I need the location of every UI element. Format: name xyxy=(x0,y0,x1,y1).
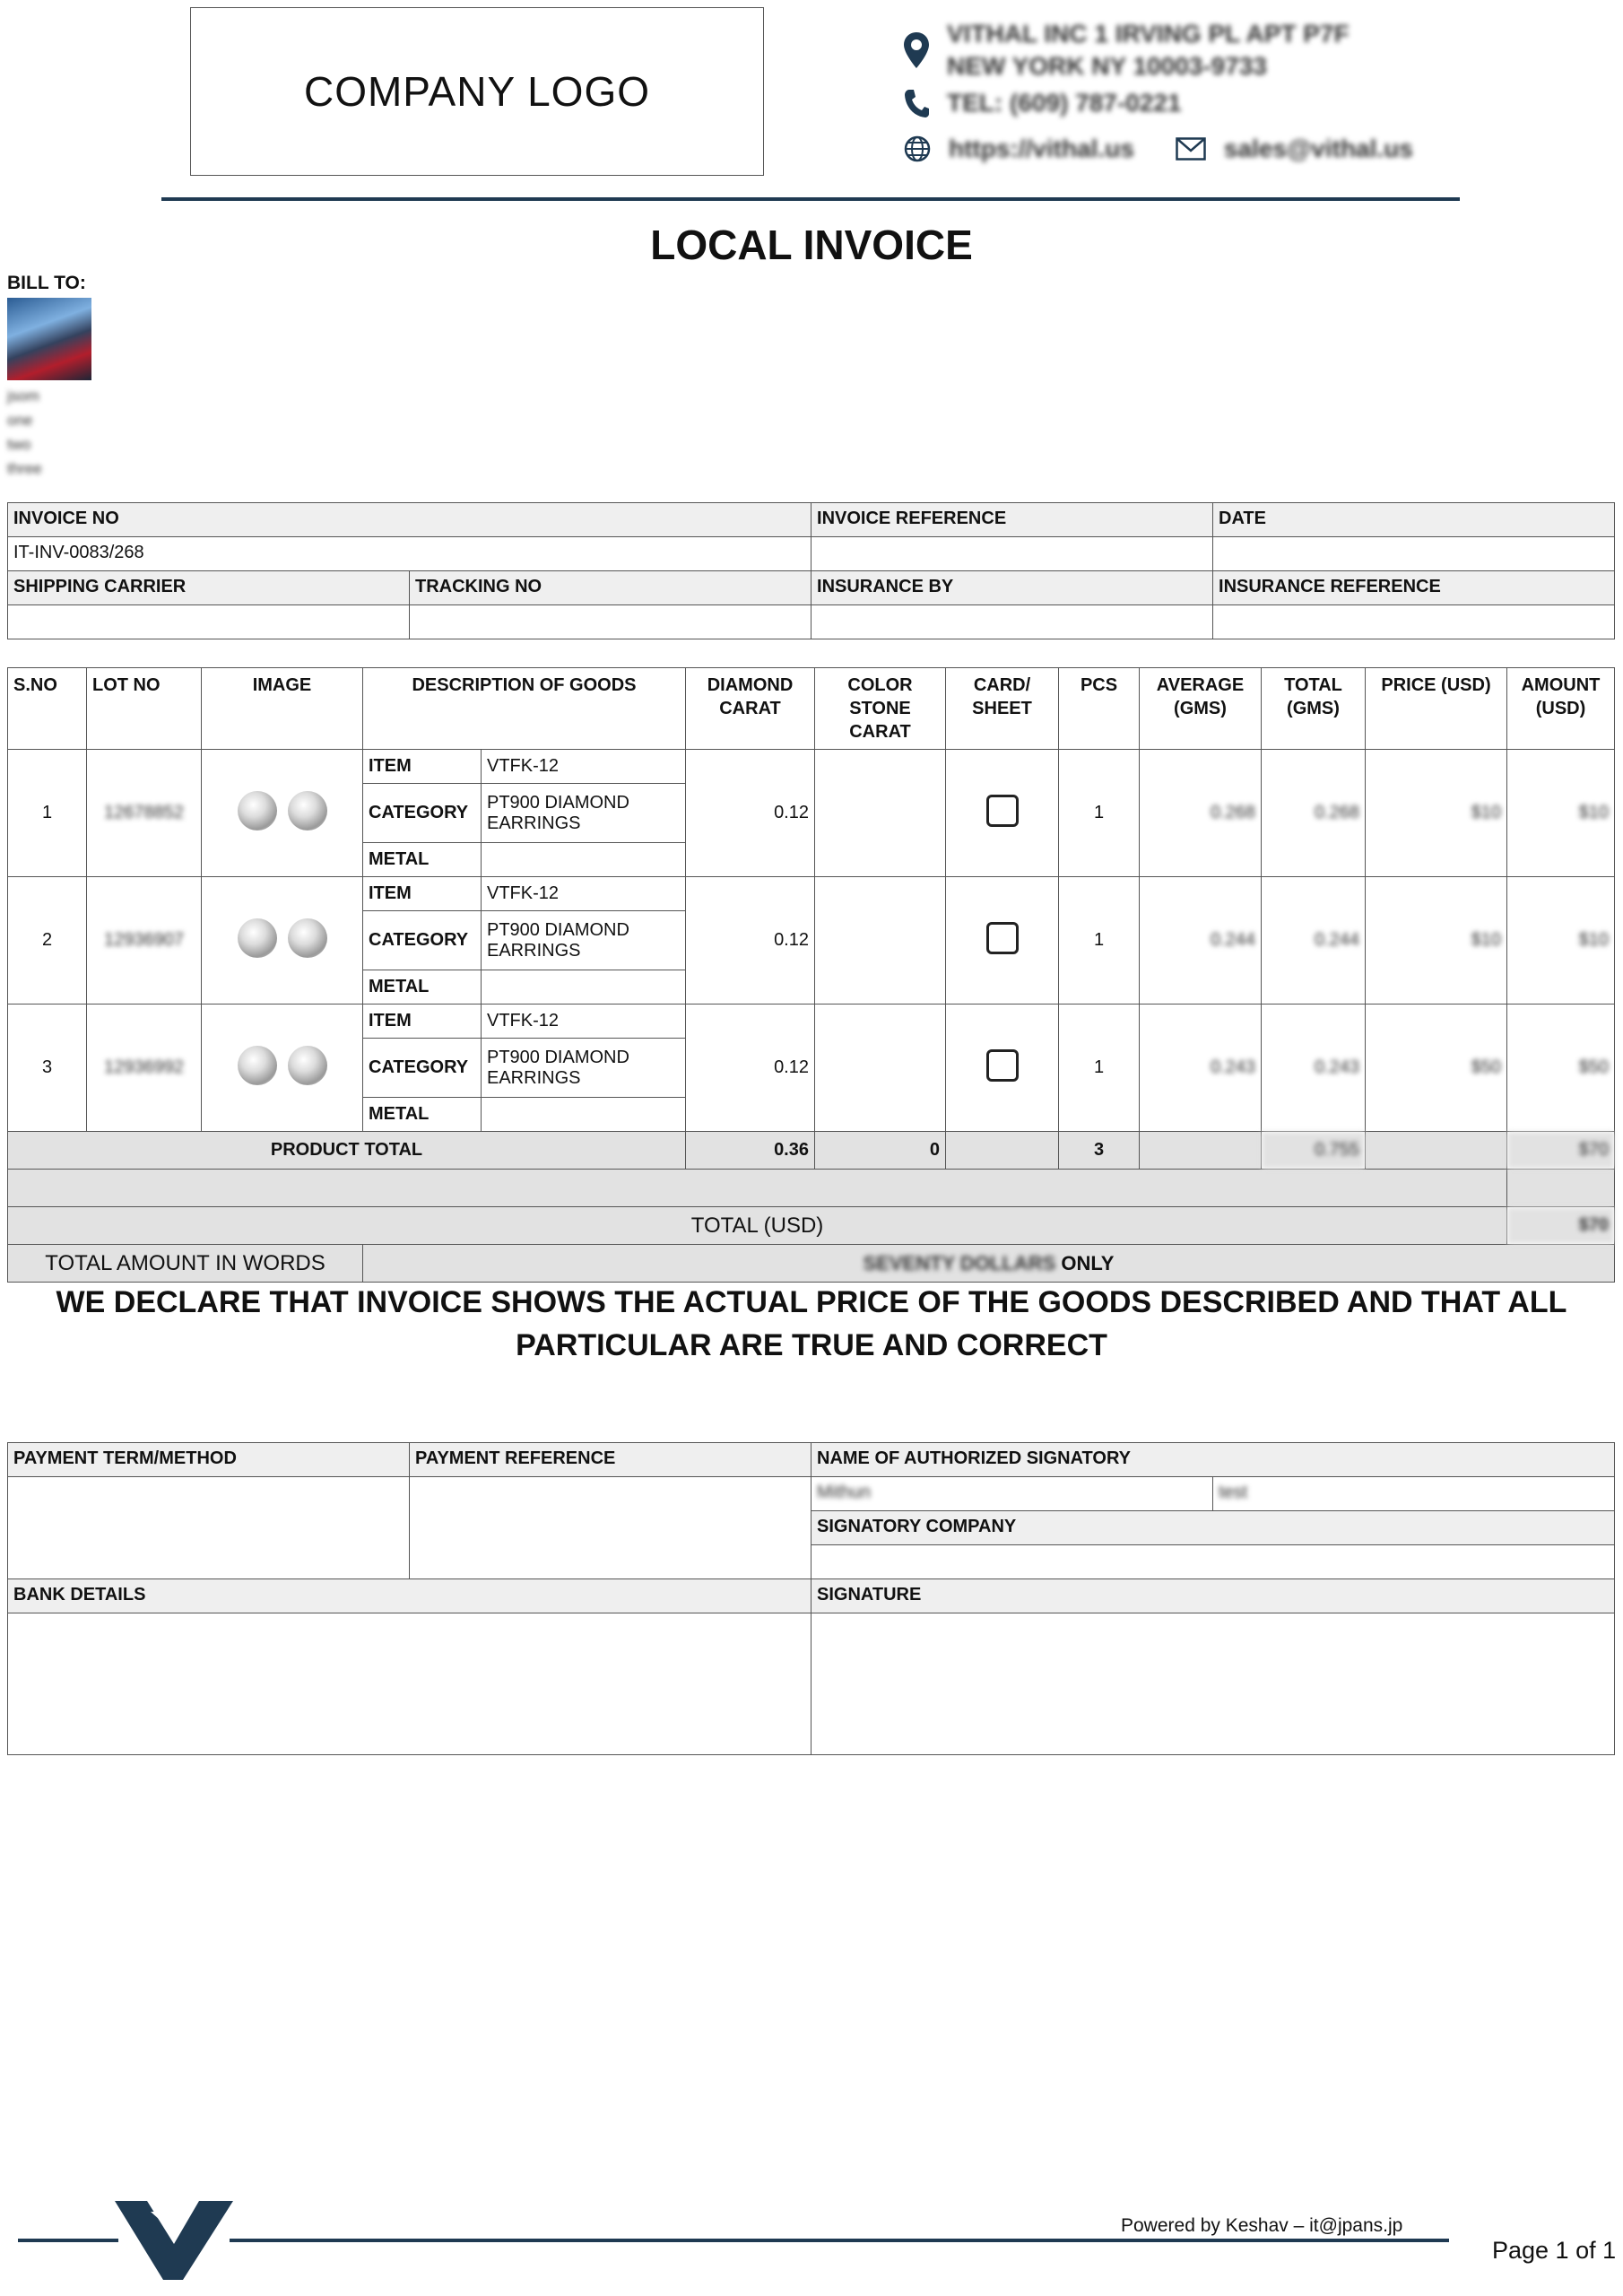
row-total-gms: 0.244 xyxy=(1262,877,1366,1004)
website-link[interactable]: https://vithal.us xyxy=(949,135,1134,162)
col-pcs: PCS xyxy=(1059,668,1140,750)
row-average-gms: 0.244 xyxy=(1140,877,1262,1004)
row-sno: 2 xyxy=(8,877,87,1004)
header-divider xyxy=(161,197,1460,201)
row-amount: $10 xyxy=(1507,877,1615,1004)
col-average-gms: AVERAGE (GMS) xyxy=(1140,668,1262,750)
amount-in-words-value xyxy=(363,1245,1615,1283)
email-link[interactable]: sales@vithal.us xyxy=(1223,135,1413,162)
row-pcs: 1 xyxy=(1059,750,1140,877)
payment-reference-value xyxy=(410,1477,812,1579)
address-line-1: VITHAL INC 1 IRVING PL APT P7F xyxy=(947,20,1350,48)
location-pin-icon xyxy=(904,32,929,68)
desc-metal-label: METAL xyxy=(363,1098,482,1132)
diamond-earring-icon xyxy=(238,918,277,958)
row-diamond-carat: 0.12 xyxy=(686,750,815,877)
col-price-usd: PRICE (USD) xyxy=(1366,668,1507,750)
invoice-reference-label: INVOICE REFERENCE xyxy=(812,503,1213,537)
product-total-pcs: 3 xyxy=(1059,1132,1140,1170)
mail-icon xyxy=(1176,137,1206,161)
diamond-earring-icon xyxy=(238,1046,277,1085)
row-diamond-carat: 0.12 xyxy=(686,1004,815,1132)
product-total-diamond-carat: 0.36 xyxy=(686,1132,815,1170)
items-table xyxy=(7,667,1615,1283)
signatory-name-label: NAME OF AUTHORIZED SIGNATORY xyxy=(812,1443,1615,1477)
payment-reference-label: PAYMENT REFERENCE xyxy=(410,1443,812,1477)
col-card-sheet: CARD/ SHEET xyxy=(946,668,1059,750)
row-image xyxy=(202,750,363,877)
row-image xyxy=(202,1004,363,1132)
address-line-2: NEW YORK NY 10003-9733 xyxy=(947,52,1267,80)
amount-in-words-row xyxy=(8,1245,1615,1283)
date-value xyxy=(1213,537,1615,571)
date-label: DATE xyxy=(1213,503,1615,537)
row-average-gms: 0.268 xyxy=(1140,750,1262,877)
spacer-cell-amount xyxy=(1507,1170,1615,1207)
row-card-sheet[interactable] xyxy=(946,1004,1059,1132)
items-header-row xyxy=(8,668,1615,750)
invoice-title: LOCAL INVOICE xyxy=(650,222,973,268)
bill-to-image xyxy=(7,298,91,380)
desc-item-value: VTFK-12 xyxy=(482,1004,686,1039)
desc-category-label: CATEGORY xyxy=(363,1039,482,1098)
desc-category-value: PT900 DIAMOND EARRINGS xyxy=(482,1039,686,1098)
product-total-price xyxy=(1366,1132,1507,1170)
tracking-no-value xyxy=(410,605,812,639)
row-price: $50 xyxy=(1366,1004,1507,1132)
row-pcs: 1 xyxy=(1059,877,1140,1004)
invoice-info-table xyxy=(7,502,1615,639)
declaration-text: WE DECLARE THAT INVOICE SHOWS THE ACTUAL PRICE OF THE GOODS DESCRIBED AND THAT ALL PARTICULAR ARE TRUE AND CORRECT xyxy=(56,1285,1567,1362)
desc-metal-value xyxy=(482,970,686,1004)
shipping-carrier-value xyxy=(8,605,410,639)
globe-icon xyxy=(904,135,931,162)
total-usd-value: $70 xyxy=(1507,1207,1615,1245)
company-logo: COMPANY LOGO xyxy=(190,7,764,176)
col-total-gms: TOTAL (GMS) xyxy=(1262,668,1366,750)
row-total-gms: 0.243 xyxy=(1262,1004,1366,1132)
insurance-by-label: INSURANCE BY xyxy=(812,571,1213,605)
product-total-color-stone-carat: 0 xyxy=(815,1132,946,1170)
desc-metal-value xyxy=(482,1098,686,1132)
spacer-cell xyxy=(8,1170,1507,1207)
row-card-sheet[interactable] xyxy=(946,750,1059,877)
footer-rule-left xyxy=(18,2239,118,2242)
bill-to-line: jsom xyxy=(7,387,39,404)
insurance-reference-value xyxy=(1213,605,1615,639)
shipping-carrier-label: SHIPPING CARRIER xyxy=(8,571,410,605)
total-usd-row xyxy=(8,1207,1615,1245)
col-color-stone-carat: COLOR STONE CARAT xyxy=(815,668,946,750)
table-row xyxy=(8,750,1615,784)
amount-in-words-text: SEVENTY DOLLARS xyxy=(863,1251,1056,1274)
desc-item-label: ITEM xyxy=(363,877,482,911)
desc-metal-value xyxy=(482,843,686,877)
signatory-first-name: Mithun xyxy=(812,1477,1213,1511)
bank-details-label: BANK DETAILS xyxy=(8,1579,812,1613)
footer-rule-main xyxy=(230,2239,1449,2242)
product-total-average xyxy=(1140,1132,1262,1170)
product-total-row xyxy=(8,1132,1615,1170)
invoice-no-value: IT-INV-0083/268 xyxy=(8,537,812,571)
address-block xyxy=(904,20,1350,81)
bank-details-value xyxy=(8,1613,812,1755)
tracking-no-label: TRACKING NO xyxy=(410,571,812,605)
table-row xyxy=(8,877,1615,911)
signature-label: SIGNATURE xyxy=(812,1579,1615,1613)
desc-category-label: CATEGORY xyxy=(363,784,482,843)
col-description: DESCRIPTION OF GOODS xyxy=(363,668,686,750)
payment-term-label: PAYMENT TERM/METHOD xyxy=(8,1443,410,1477)
card-sheet-checkbox[interactable] xyxy=(986,795,1019,827)
bill-to-line: two xyxy=(7,436,31,453)
phone-icon xyxy=(904,88,929,118)
insurance-by-value xyxy=(812,605,1213,639)
desc-item-value: VTFK-12 xyxy=(482,750,686,784)
signatory-company-label: SIGNATORY COMPANY xyxy=(812,1511,1615,1545)
desc-metal-label: METAL xyxy=(363,843,482,877)
bill-to-line: three xyxy=(7,460,42,477)
bill-to-address xyxy=(7,384,42,481)
desc-category-value: PT900 DIAMOND EARRINGS xyxy=(482,911,686,970)
row-sno: 1 xyxy=(8,750,87,877)
card-sheet-checkbox[interactable] xyxy=(986,922,1019,954)
signature-area xyxy=(812,1613,1615,1755)
product-total-amount: $70 xyxy=(1507,1132,1615,1170)
desc-category-label: CATEGORY xyxy=(363,911,482,970)
row-price: $10 xyxy=(1366,877,1507,1004)
amount-in-words-suffix: ONLY xyxy=(1061,1251,1115,1274)
row-sno: 3 xyxy=(8,1004,87,1132)
row-amount: $10 xyxy=(1507,750,1615,877)
desc-item-label: ITEM xyxy=(363,750,482,784)
card-sheet-checkbox[interactable] xyxy=(986,1049,1019,1082)
desc-item-value: VTFK-12 xyxy=(482,877,686,911)
product-total-card-sheet xyxy=(946,1132,1059,1170)
diamond-earring-icon xyxy=(288,791,327,831)
row-diamond-carat: 0.12 xyxy=(686,877,815,1004)
bill-to-line: one xyxy=(7,412,33,429)
powered-by-text: Powered by Keshav – it@jpans.jp xyxy=(1121,2215,1403,2236)
row-lot-no: 12678852 xyxy=(87,750,202,877)
diamond-earring-icon xyxy=(288,918,327,958)
row-lot-no: 12936992 xyxy=(87,1004,202,1132)
signatory-company-value xyxy=(812,1545,1615,1579)
row-color-stone-carat xyxy=(815,1004,946,1132)
phone-number: TEL: (609) 787-0221 xyxy=(947,89,1182,117)
phone-block xyxy=(904,88,1181,118)
web-email-block xyxy=(904,135,1413,163)
row-price: $10 xyxy=(1366,750,1507,877)
desc-item-label: ITEM xyxy=(363,1004,482,1039)
diamond-earring-icon xyxy=(288,1046,327,1085)
invoice-no-label: INVOICE NO xyxy=(8,503,812,537)
row-pcs: 1 xyxy=(1059,1004,1140,1132)
payment-term-value xyxy=(8,1477,410,1579)
desc-metal-label: METAL xyxy=(363,970,482,1004)
row-image xyxy=(202,877,363,1004)
row-color-stone-carat xyxy=(815,750,946,877)
amount-in-words-label: TOTAL AMOUNT IN WORDS xyxy=(8,1245,363,1283)
desc-category-value: PT900 DIAMOND EARRINGS xyxy=(482,784,686,843)
row-card-sheet[interactable] xyxy=(946,877,1059,1004)
total-usd-label: TOTAL (USD) xyxy=(8,1207,1507,1245)
col-sno: S.NO xyxy=(8,668,87,750)
product-total-label: PRODUCT TOTAL xyxy=(8,1132,686,1170)
col-diamond-carat: DIAMOND CARAT xyxy=(686,668,815,750)
col-lot-no: LOT NO xyxy=(87,668,202,750)
row-lot-no: 12936907 xyxy=(87,877,202,1004)
insurance-reference-label: INSURANCE REFERENCE xyxy=(1213,571,1615,605)
table-row xyxy=(8,1004,1615,1039)
col-amount-usd: AMOUNT (USD) xyxy=(1507,668,1615,750)
row-average-gms: 0.243 xyxy=(1140,1004,1262,1132)
signatory-last-name: test xyxy=(1213,1477,1615,1511)
row-amount: $50 xyxy=(1507,1004,1615,1132)
spacer-row xyxy=(8,1170,1615,1207)
row-color-stone-carat xyxy=(815,877,946,1004)
row-total-gms: 0.268 xyxy=(1262,750,1366,877)
page-number: Page 1 of 1 xyxy=(1492,2237,1617,2264)
diamond-earring-icon xyxy=(238,791,277,831)
payment-table xyxy=(7,1442,1615,1755)
col-image: IMAGE xyxy=(202,668,363,750)
invoice-reference-value xyxy=(812,537,1213,571)
bill-to-label: BILL TO: xyxy=(7,273,86,293)
brand-logo-icon xyxy=(115,2197,233,2283)
product-total-gms: 0.755 xyxy=(1262,1132,1366,1170)
